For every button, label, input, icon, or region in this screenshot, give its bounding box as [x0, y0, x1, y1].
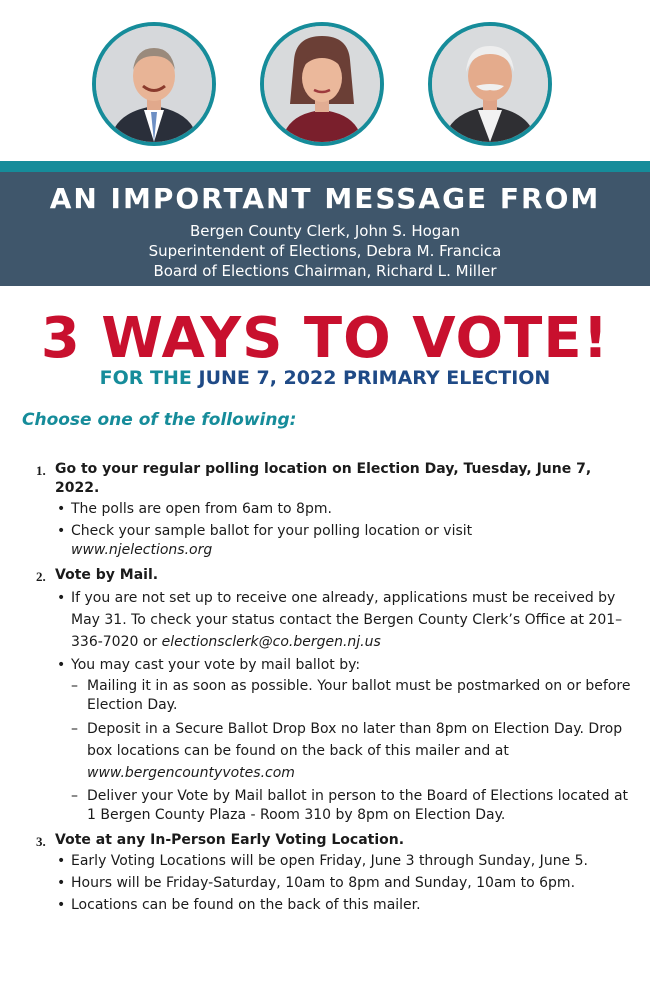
list-item	[55, 852, 636, 871]
list-item	[55, 874, 636, 893]
option-2	[36, 566, 636, 825]
clerk-email-link[interactable]: electionsclerk@co.bergen.nj.us	[161, 634, 381, 650]
banner-line-chairman: Board of Elections Chairman, Richard L. Miller	[153, 262, 497, 280]
accent-bar	[0, 161, 650, 172]
subheadline	[0, 366, 650, 390]
list-item	[55, 896, 636, 915]
option-number: 2.	[36, 569, 46, 584]
option-title: Vote at any In-Person Early Voting Location.	[55, 832, 405, 848]
portrait-john-hogan	[92, 22, 216, 146]
list-item	[55, 656, 636, 825]
bullet-list	[55, 500, 636, 560]
list-item	[71, 718, 636, 784]
option-3	[36, 831, 636, 915]
list-item	[71, 677, 636, 715]
subhead-prefix: FOR THE	[99, 367, 199, 389]
list-item-text: Hours will be Friday-Saturday, 10am to 8pm and Sunday, 10am to 6pm.	[71, 875, 576, 891]
header-banner	[0, 172, 650, 286]
portrait-richard-miller	[428, 22, 552, 146]
list-item-text: The polls are open from 6am to 8pm.	[71, 501, 332, 517]
option-number: 1.	[36, 463, 46, 478]
option-1	[36, 460, 636, 560]
list-item-text: Deliver your Vote by Mail ballot in person to the Board of Elections located at 1 Bergen County Plaza - Room 310 by 8pm on Election Day.	[87, 788, 629, 823]
list-item	[55, 522, 636, 560]
option-number: 3.	[36, 834, 46, 849]
list-item-text: You may cast your vote by mail ballot by:	[71, 657, 361, 673]
banner-line-clerk: Bergen County Clerk, John S. Hogan	[189, 222, 460, 240]
option-title: Go to your regular polling location on Election Day, Tuesday, June 7, 2022.	[55, 461, 592, 496]
portrait-row	[0, 22, 650, 156]
banner-title: AN IMPORTANT MESSAGE FROM	[49, 182, 601, 215]
list-item	[55, 500, 636, 519]
subhead-date: JUNE 7, 2022 PRIMARY ELECTION	[198, 367, 551, 389]
option-title: Vote by Mail.	[55, 567, 159, 583]
list-item-text: Locations can be found on the back of this mailer.	[71, 897, 421, 913]
njelections-link[interactable]: www.njelections.org	[71, 542, 213, 558]
bullet-list	[55, 587, 636, 825]
list-item	[55, 587, 636, 653]
list-item-text: Deposit in a Secure Ballot Drop Box no later than 8pm on Election Day. Drop box locations can be found on the back of this mailer and at	[87, 721, 623, 759]
list-item-text: Early Voting Locations will be open Friday, June 3 through Sunday, June 5.	[71, 853, 588, 869]
dash-list	[71, 677, 636, 825]
bergencountyvotes-link[interactable]: www.bergencountyvotes.com	[87, 765, 295, 781]
list-item-text: If you are not set up to receive one already, applications must be received by May 31. To check your status contact the Bergen County Clerk’s Office at 201–336-7020 or	[71, 590, 623, 650]
list-item-text: Mailing it in as soon as possible. Your ballot must be postmarked on or before Election Day.	[87, 678, 631, 713]
headline: 3 WAYS TO VOTE!	[40, 306, 610, 371]
portrait-debra-francica	[260, 22, 384, 146]
list-item-text: Check your sample ballot for your polling location or visit	[71, 523, 473, 539]
choose-prompt: Choose one of the following:	[22, 410, 297, 430]
banner-line-superintendent: Superintendent of Elections, Debra M. Francica	[148, 242, 502, 260]
bullet-list	[55, 852, 636, 915]
voting-options-list	[36, 460, 636, 921]
list-item	[71, 787, 636, 825]
